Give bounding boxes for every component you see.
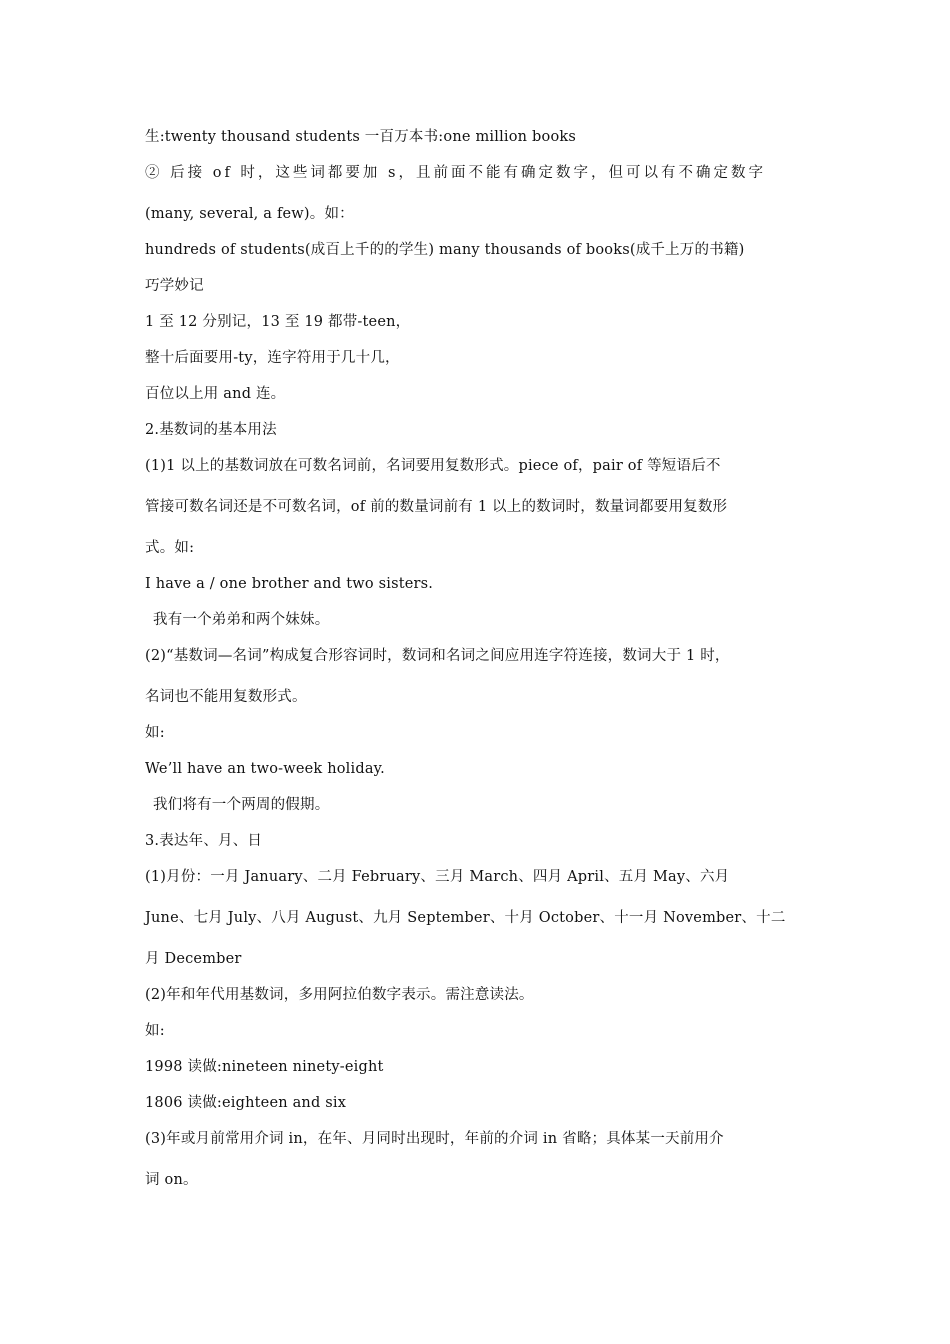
text-line-3: (many, several, a few)。如：	[145, 206, 354, 222]
text-line-17: 如:	[145, 725, 165, 741]
example-sentence-2: We’ll have an two-week holiday.	[145, 761, 385, 777]
section-heading-mnemonic: 巧学妙记	[145, 278, 204, 294]
text-line-8: 百位以上用 and 连。	[145, 386, 286, 402]
text-line-16: 名词也不能用复数形式。	[145, 689, 307, 705]
text-line-24: (2)年和年代用基数词，多用阿拉伯数字表示。需注意读法。	[145, 987, 534, 1003]
text-line-21: (1)月份：一月 January、二月 February、三月 March、四月 April、五月 May、六月	[145, 869, 730, 885]
text-line-4: hundreds of students(成百上千的的学生) many thousands of books(成千上万的书籍)	[145, 242, 745, 258]
text-line-15: (2)“基数词—名词”构成复合形容词时，数词和名词之间应用连字符连接，数词大于 1 时，	[145, 648, 730, 664]
text-line-25: 如:	[145, 1023, 165, 1039]
example-translation-1: 我有一个弟弟和两个妹妹。	[153, 612, 330, 628]
text-line-2: ② 后接 of 时，这些词都要加 s，且前面不能有确定数字，但可以有不确定数字	[145, 165, 766, 181]
text-line-11: 管接可数名词还是不可数名词，of 前的数量词前有 1 以上的数词时，数量词都要用复数形	[145, 499, 728, 515]
text-line-6: 1 至 12 分别记，13 至 19 都带-teen，	[145, 314, 411, 330]
text-line-23: 月 December	[145, 951, 242, 967]
text-line-7: 整十后面要用-ty，连字符用于几十几，	[145, 350, 400, 366]
text-line-12: 式。如:	[145, 540, 195, 556]
section-heading-basic-usage: 2.基数词的基本用法	[145, 422, 277, 438]
example-sentence-1: I have a / one brother and two sisters.	[145, 576, 434, 592]
text-line-1: 生:twenty thousand students 一百万本书:one million books	[145, 129, 576, 145]
example-translation-2: 我们将有一个两周的假期。	[153, 797, 330, 813]
text-line-28: (3)年或月前常用介词 in，在年、月同时出现时，年前的介词 in 省略；具体某一天前用介	[145, 1131, 724, 1147]
text-line-29: 词 on。	[145, 1172, 198, 1188]
text-line-10: (1)1 以上的基数词放在可数名词前，名词要用复数形式。piece of，pair of 等短语后不	[145, 458, 721, 474]
example-year-1806: 1806 读做:eighteen and six	[145, 1095, 347, 1111]
example-year-1998: 1998 读做:nineteen ninety-eight	[145, 1059, 384, 1075]
section-heading-dates: 3.表达年、月、日	[145, 833, 263, 849]
text-line-22: June、七月 July、八月 August、九月 September、十月 October、十一月 November、十二	[145, 910, 786, 926]
